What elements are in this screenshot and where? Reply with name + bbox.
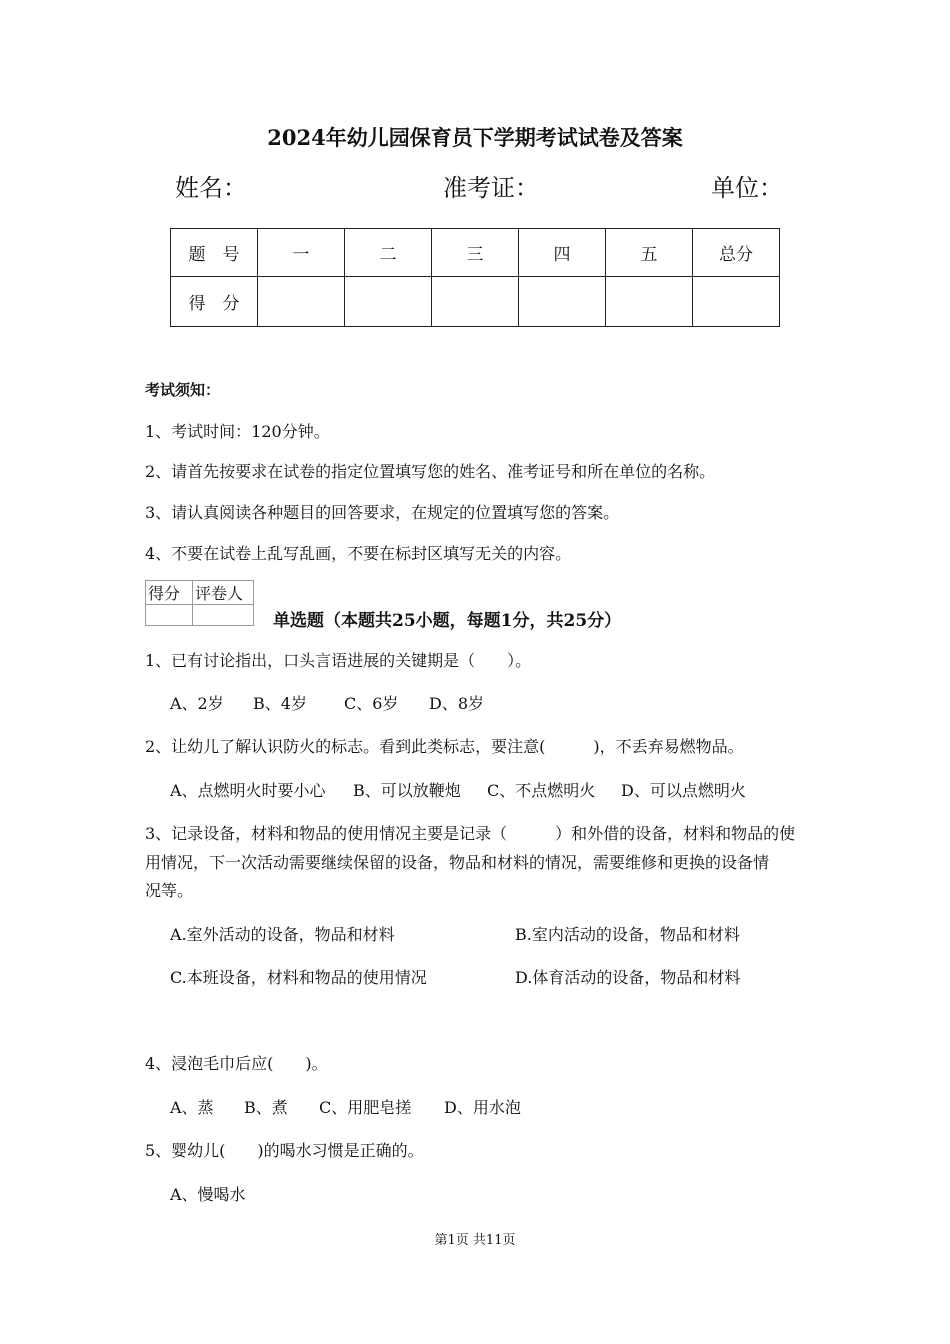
score-cell[interactable] xyxy=(519,277,606,327)
q3-option-c[interactable]: C.本班设备，材料和物品的使用情况 xyxy=(170,968,427,987)
question-1-stem: 1、已有讨论指出，口头言语进展的关键期是（ ）。 xyxy=(145,651,532,670)
q2-option-d[interactable]: D、可以点燃明火 xyxy=(621,781,746,800)
col-total: 总分 xyxy=(693,229,780,277)
col-part-1: 一 xyxy=(258,229,345,277)
col-part-2: 二 xyxy=(345,229,432,277)
question-3-stem-line: 况等。 xyxy=(145,881,194,900)
page-title: 2024年幼儿园保育员下学期考试试卷及答案 xyxy=(267,125,683,150)
q1-option-d[interactable]: D、8岁 xyxy=(429,694,485,713)
q3-option-d[interactable]: D.体育活动的设备，物品和材料 xyxy=(515,968,741,987)
q3-option-b[interactable]: B.室内活动的设备，物品和材料 xyxy=(515,925,740,944)
score-table-header-row xyxy=(171,229,780,277)
q2-option-b[interactable]: B、可以放鞭炮 xyxy=(353,781,461,800)
score-cell[interactable] xyxy=(345,277,432,327)
question-3-stem-line: 用情况，下一次活动需要继续保留的设备，物品和材料的情况，需要维修和更换的设备情 xyxy=(145,853,770,872)
question-3-stem-line: 3、记录设备，材料和物品的使用情况主要是记录（ ）和外借的设备，材料和物品的使 xyxy=(145,824,796,843)
question-2-stem: 2、让幼儿了解认识防火的标志。看到此类标志，要注意( )，不丢弃易燃物品。 xyxy=(145,737,744,756)
grader-box xyxy=(145,580,254,626)
q1-option-a[interactable]: A、2岁 xyxy=(170,694,224,713)
score-table-score-row xyxy=(171,277,780,327)
note-item: 1、考试时间：120分钟。 xyxy=(145,422,330,441)
q4-option-a[interactable]: A、蒸 xyxy=(170,1098,214,1117)
note-item: 4、不要在试卷上乱写乱画，不要在标封区填写无关的内容。 xyxy=(145,544,572,563)
note-item: 2、请首先按要求在试卷的指定位置填写您的姓名、准考证号和所在单位的名称。 xyxy=(145,462,716,481)
name-label: 姓名： xyxy=(175,174,247,202)
unit-label: 单位： xyxy=(711,174,783,202)
grader-name-cell[interactable] xyxy=(193,605,254,626)
score-cell[interactable] xyxy=(432,277,519,327)
grader-score-label: 得分 xyxy=(146,581,193,605)
section-title: 单选题（本题共25小题，每题1分，共25分） xyxy=(273,611,622,631)
score-row-label: 得 分 xyxy=(171,277,258,327)
question-5-stem: 5、婴幼儿( )的喝水习惯是正确的。 xyxy=(145,1141,424,1160)
q3-option-a[interactable]: A.室外活动的设备，物品和材料 xyxy=(170,925,395,944)
notes-title: 考试须知： xyxy=(145,381,221,399)
exam-id-label: 准考证： xyxy=(443,174,539,202)
q2-option-a[interactable]: A、点燃明火时要小心 xyxy=(170,781,326,800)
q2-option-c[interactable]: C、不点燃明火 xyxy=(487,781,596,800)
score-cell[interactable] xyxy=(606,277,693,327)
q4-option-b[interactable]: B、煮 xyxy=(244,1098,288,1117)
score-table xyxy=(170,228,780,327)
q4-option-d[interactable]: D、用水泡 xyxy=(444,1098,521,1117)
col-part-5: 五 xyxy=(606,229,693,277)
grader-name-label: 评卷人 xyxy=(193,581,254,605)
score-cell[interactable] xyxy=(693,277,780,327)
q4-option-c[interactable]: C、用肥皂搓 xyxy=(319,1098,412,1117)
page-footer: 第1页 共11页 xyxy=(434,1233,516,1248)
q1-option-b[interactable]: B、4岁 xyxy=(253,694,307,713)
grader-score-cell[interactable] xyxy=(146,605,193,626)
col-part-4: 四 xyxy=(519,229,606,277)
note-item: 3、请认真阅读各种题目的回答要求，在规定的位置填写您的答案。 xyxy=(145,503,620,522)
question-4-stem: 4、浸泡毛巾后应( )。 xyxy=(145,1054,328,1073)
col-question-number: 题 号 xyxy=(171,229,258,277)
col-part-3: 三 xyxy=(432,229,519,277)
q5-option-a[interactable]: A、慢喝水 xyxy=(170,1185,246,1204)
score-cell[interactable] xyxy=(258,277,345,327)
q1-option-c[interactable]: C、6岁 xyxy=(344,694,399,713)
